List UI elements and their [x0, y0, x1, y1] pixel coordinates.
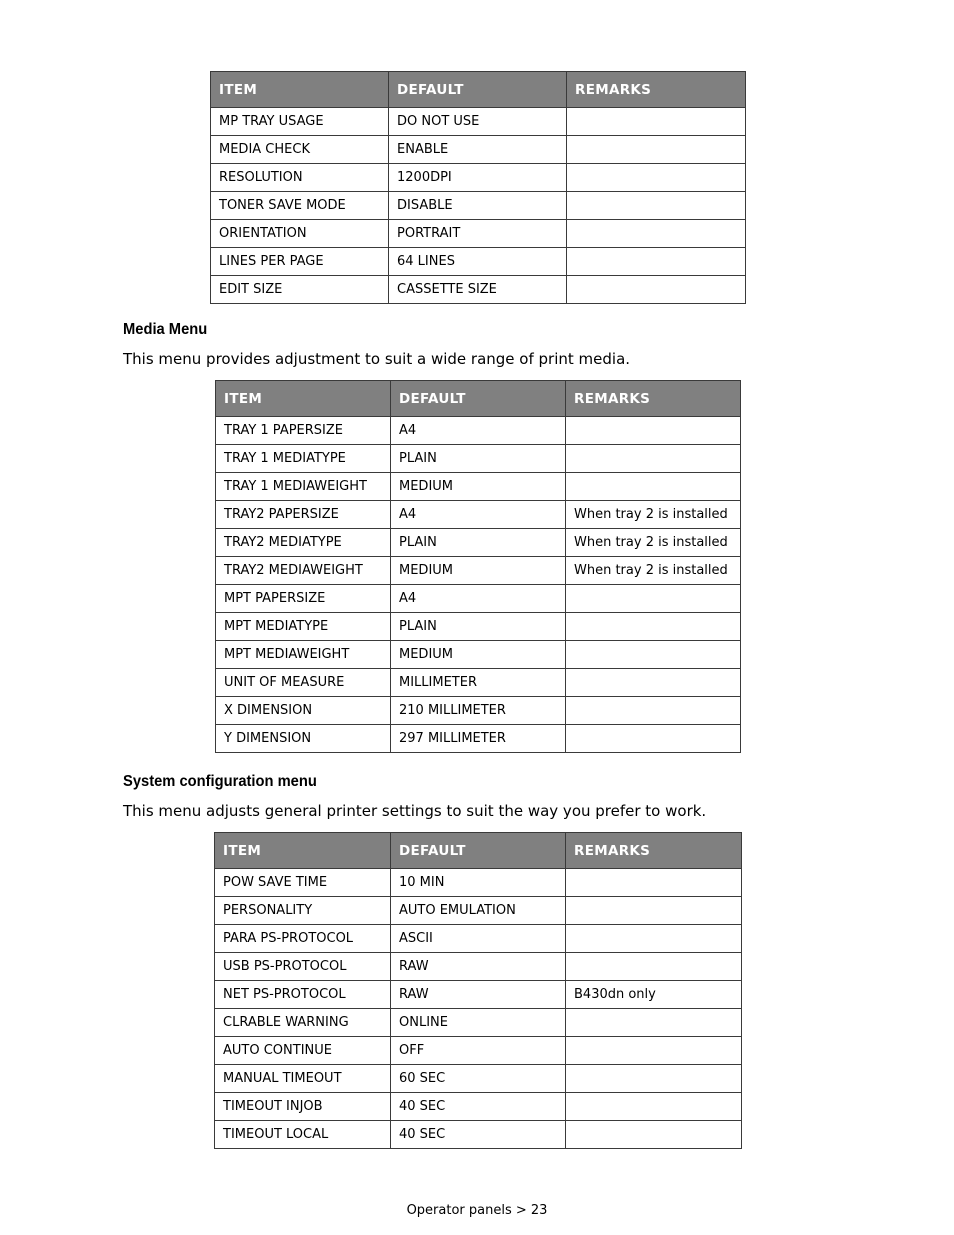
item-cell: CLRABLE WARNING — [215, 1009, 391, 1037]
default-cell: MEDIUM — [391, 473, 566, 501]
default-cell: 64 LINES — [389, 248, 567, 276]
remarks-cell — [566, 613, 741, 641]
remarks-cell — [567, 136, 746, 164]
table-row — [215, 1093, 742, 1121]
item-cell: USB PS-PROTOCOL — [215, 953, 391, 981]
page-footer: Operator panels > 23 — [406, 1203, 548, 1218]
table-row — [215, 981, 742, 1009]
remarks-cell — [566, 953, 742, 981]
table-row — [216, 697, 741, 725]
default-cell: 1200DPI — [389, 164, 567, 192]
default-cell: A4 — [391, 585, 566, 613]
table-row — [211, 108, 746, 136]
remarks-cell: B430dn only — [566, 981, 742, 1009]
table-row — [215, 1009, 742, 1037]
default-cell: DISABLE — [389, 192, 567, 220]
table-row — [211, 220, 746, 248]
default-cell: 297 MILLIMETER — [391, 725, 566, 753]
remarks-cell — [566, 1065, 742, 1093]
remarks-cell — [566, 897, 742, 925]
remarks-cell — [567, 248, 746, 276]
table-row — [216, 445, 741, 473]
item-cell: ORIENTATION — [211, 220, 389, 248]
table-row — [216, 557, 741, 585]
column-header-default: DEFAULT — [391, 381, 566, 417]
item-cell: TRAY2 PAPERSIZE — [216, 501, 391, 529]
item-cell: TONER SAVE MODE — [211, 192, 389, 220]
default-cell: A4 — [391, 417, 566, 445]
default-cell: 40 SEC — [391, 1121, 566, 1149]
default-cell: OFF — [391, 1037, 566, 1065]
default-cell: 210 MILLIMETER — [391, 697, 566, 725]
table-row — [216, 529, 741, 557]
default-cell: RAW — [391, 953, 566, 981]
item-cell: MPT MEDIATYPE — [216, 613, 391, 641]
table-row — [211, 248, 746, 276]
default-cell: MILLIMETER — [391, 669, 566, 697]
table-row — [211, 192, 746, 220]
remarks-cell — [566, 1037, 742, 1065]
table-row — [215, 1037, 742, 1065]
default-cell: 40 SEC — [391, 1093, 566, 1121]
column-header-item: ITEM — [216, 381, 391, 417]
item-cell: TRAY 1 MEDIAWEIGHT — [216, 473, 391, 501]
item-cell: TIMEOUT INJOB — [215, 1093, 391, 1121]
default-cell: ONLINE — [391, 1009, 566, 1037]
remarks-cell — [567, 220, 746, 248]
item-cell: LINES PER PAGE — [211, 248, 389, 276]
default-cell: 60 SEC — [391, 1065, 566, 1093]
table-row — [216, 725, 741, 753]
remarks-cell — [566, 1121, 742, 1149]
table-row — [211, 276, 746, 304]
remarks-cell — [566, 473, 741, 501]
item-cell: MANUAL TIMEOUT — [215, 1065, 391, 1093]
item-cell: UNIT OF MEASURE — [216, 669, 391, 697]
item-cell: MPT MEDIAWEIGHT — [216, 641, 391, 669]
table-row — [215, 925, 742, 953]
column-header-default: DEFAULT — [389, 72, 567, 108]
item-cell: TRAY2 MEDIAWEIGHT — [216, 557, 391, 585]
default-cell: DO NOT USE — [389, 108, 567, 136]
remarks-cell — [566, 669, 741, 697]
item-cell: MPT PAPERSIZE — [216, 585, 391, 613]
remarks-cell: When tray 2 is installed — [566, 557, 741, 585]
remarks-cell — [566, 925, 742, 953]
table-header-row — [211, 72, 746, 108]
remarks-cell — [567, 276, 746, 304]
media-menu-table — [215, 380, 741, 753]
default-cell: ENABLE — [389, 136, 567, 164]
remarks-cell — [566, 585, 741, 613]
system-config-table — [214, 832, 742, 1149]
media-menu-intro: This menu provides adjustment to suit a wide range of print media. — [123, 350, 631, 368]
column-header-remarks: REMARKS — [566, 833, 742, 869]
remarks-cell — [566, 1093, 742, 1121]
item-cell: TIMEOUT LOCAL — [215, 1121, 391, 1149]
item-cell: POW SAVE TIME — [215, 869, 391, 897]
default-cell: MEDIUM — [391, 641, 566, 669]
default-cell: 10 MIN — [391, 869, 566, 897]
item-cell: PARA PS-PROTOCOL — [215, 925, 391, 953]
system-config-intro: This menu adjusts general printer settings to suit the way you prefer to work. — [123, 802, 707, 820]
table-row — [216, 473, 741, 501]
default-cell: PLAIN — [391, 529, 566, 557]
default-cell: A4 — [391, 501, 566, 529]
remarks-cell — [566, 697, 741, 725]
item-cell: TRAY 1 PAPERSIZE — [216, 417, 391, 445]
remarks-cell — [566, 1009, 742, 1037]
table-row — [216, 585, 741, 613]
item-cell: TRAY2 MEDIATYPE — [216, 529, 391, 557]
media-menu-heading: Media Menu — [123, 321, 208, 338]
table-row — [211, 136, 746, 164]
remarks-cell — [567, 164, 746, 192]
remarks-cell — [566, 725, 741, 753]
table-row — [215, 1121, 742, 1149]
item-cell: AUTO CONTINUE — [215, 1037, 391, 1065]
table-row — [215, 1065, 742, 1093]
table-row — [216, 669, 741, 697]
table-header-row — [216, 381, 741, 417]
system-config-heading: System configuration menu — [123, 773, 317, 790]
remarks-cell — [567, 192, 746, 220]
print-settings-table — [210, 71, 746, 304]
item-cell: NET PS-PROTOCOL — [215, 981, 391, 1009]
remarks-cell — [566, 445, 741, 473]
remarks-cell: When tray 2 is installed — [566, 529, 741, 557]
table-row — [215, 953, 742, 981]
item-cell: RESOLUTION — [211, 164, 389, 192]
column-header-item: ITEM — [211, 72, 389, 108]
column-header-item: ITEM — [215, 833, 391, 869]
table-row — [216, 641, 741, 669]
column-header-default: DEFAULT — [391, 833, 566, 869]
default-cell: MEDIUM — [391, 557, 566, 585]
default-cell: ASCII — [391, 925, 566, 953]
column-header-remarks: REMARKS — [566, 381, 741, 417]
item-cell: MP TRAY USAGE — [211, 108, 389, 136]
default-cell: AUTO EMULATION — [391, 897, 566, 925]
table-row — [215, 897, 742, 925]
table-row — [211, 164, 746, 192]
default-cell: PORTRAIT — [389, 220, 567, 248]
default-cell: PLAIN — [391, 445, 566, 473]
table-row — [216, 417, 741, 445]
column-header-remarks: REMARKS — [567, 72, 746, 108]
table-header-row — [215, 833, 742, 869]
item-cell: PERSONALITY — [215, 897, 391, 925]
remarks-cell — [567, 108, 746, 136]
remarks-cell — [566, 641, 741, 669]
remarks-cell: When tray 2 is installed — [566, 501, 741, 529]
default-cell: PLAIN — [391, 613, 566, 641]
table-row — [216, 613, 741, 641]
default-cell: RAW — [391, 981, 566, 1009]
table-row — [216, 501, 741, 529]
item-cell: TRAY 1 MEDIATYPE — [216, 445, 391, 473]
item-cell: MEDIA CHECK — [211, 136, 389, 164]
remarks-cell — [566, 417, 741, 445]
default-cell: CASSETTE SIZE — [389, 276, 567, 304]
item-cell: X DIMENSION — [216, 697, 391, 725]
item-cell: Y DIMENSION — [216, 725, 391, 753]
item-cell: EDIT SIZE — [211, 276, 389, 304]
remarks-cell — [566, 869, 742, 897]
table-row — [215, 869, 742, 897]
